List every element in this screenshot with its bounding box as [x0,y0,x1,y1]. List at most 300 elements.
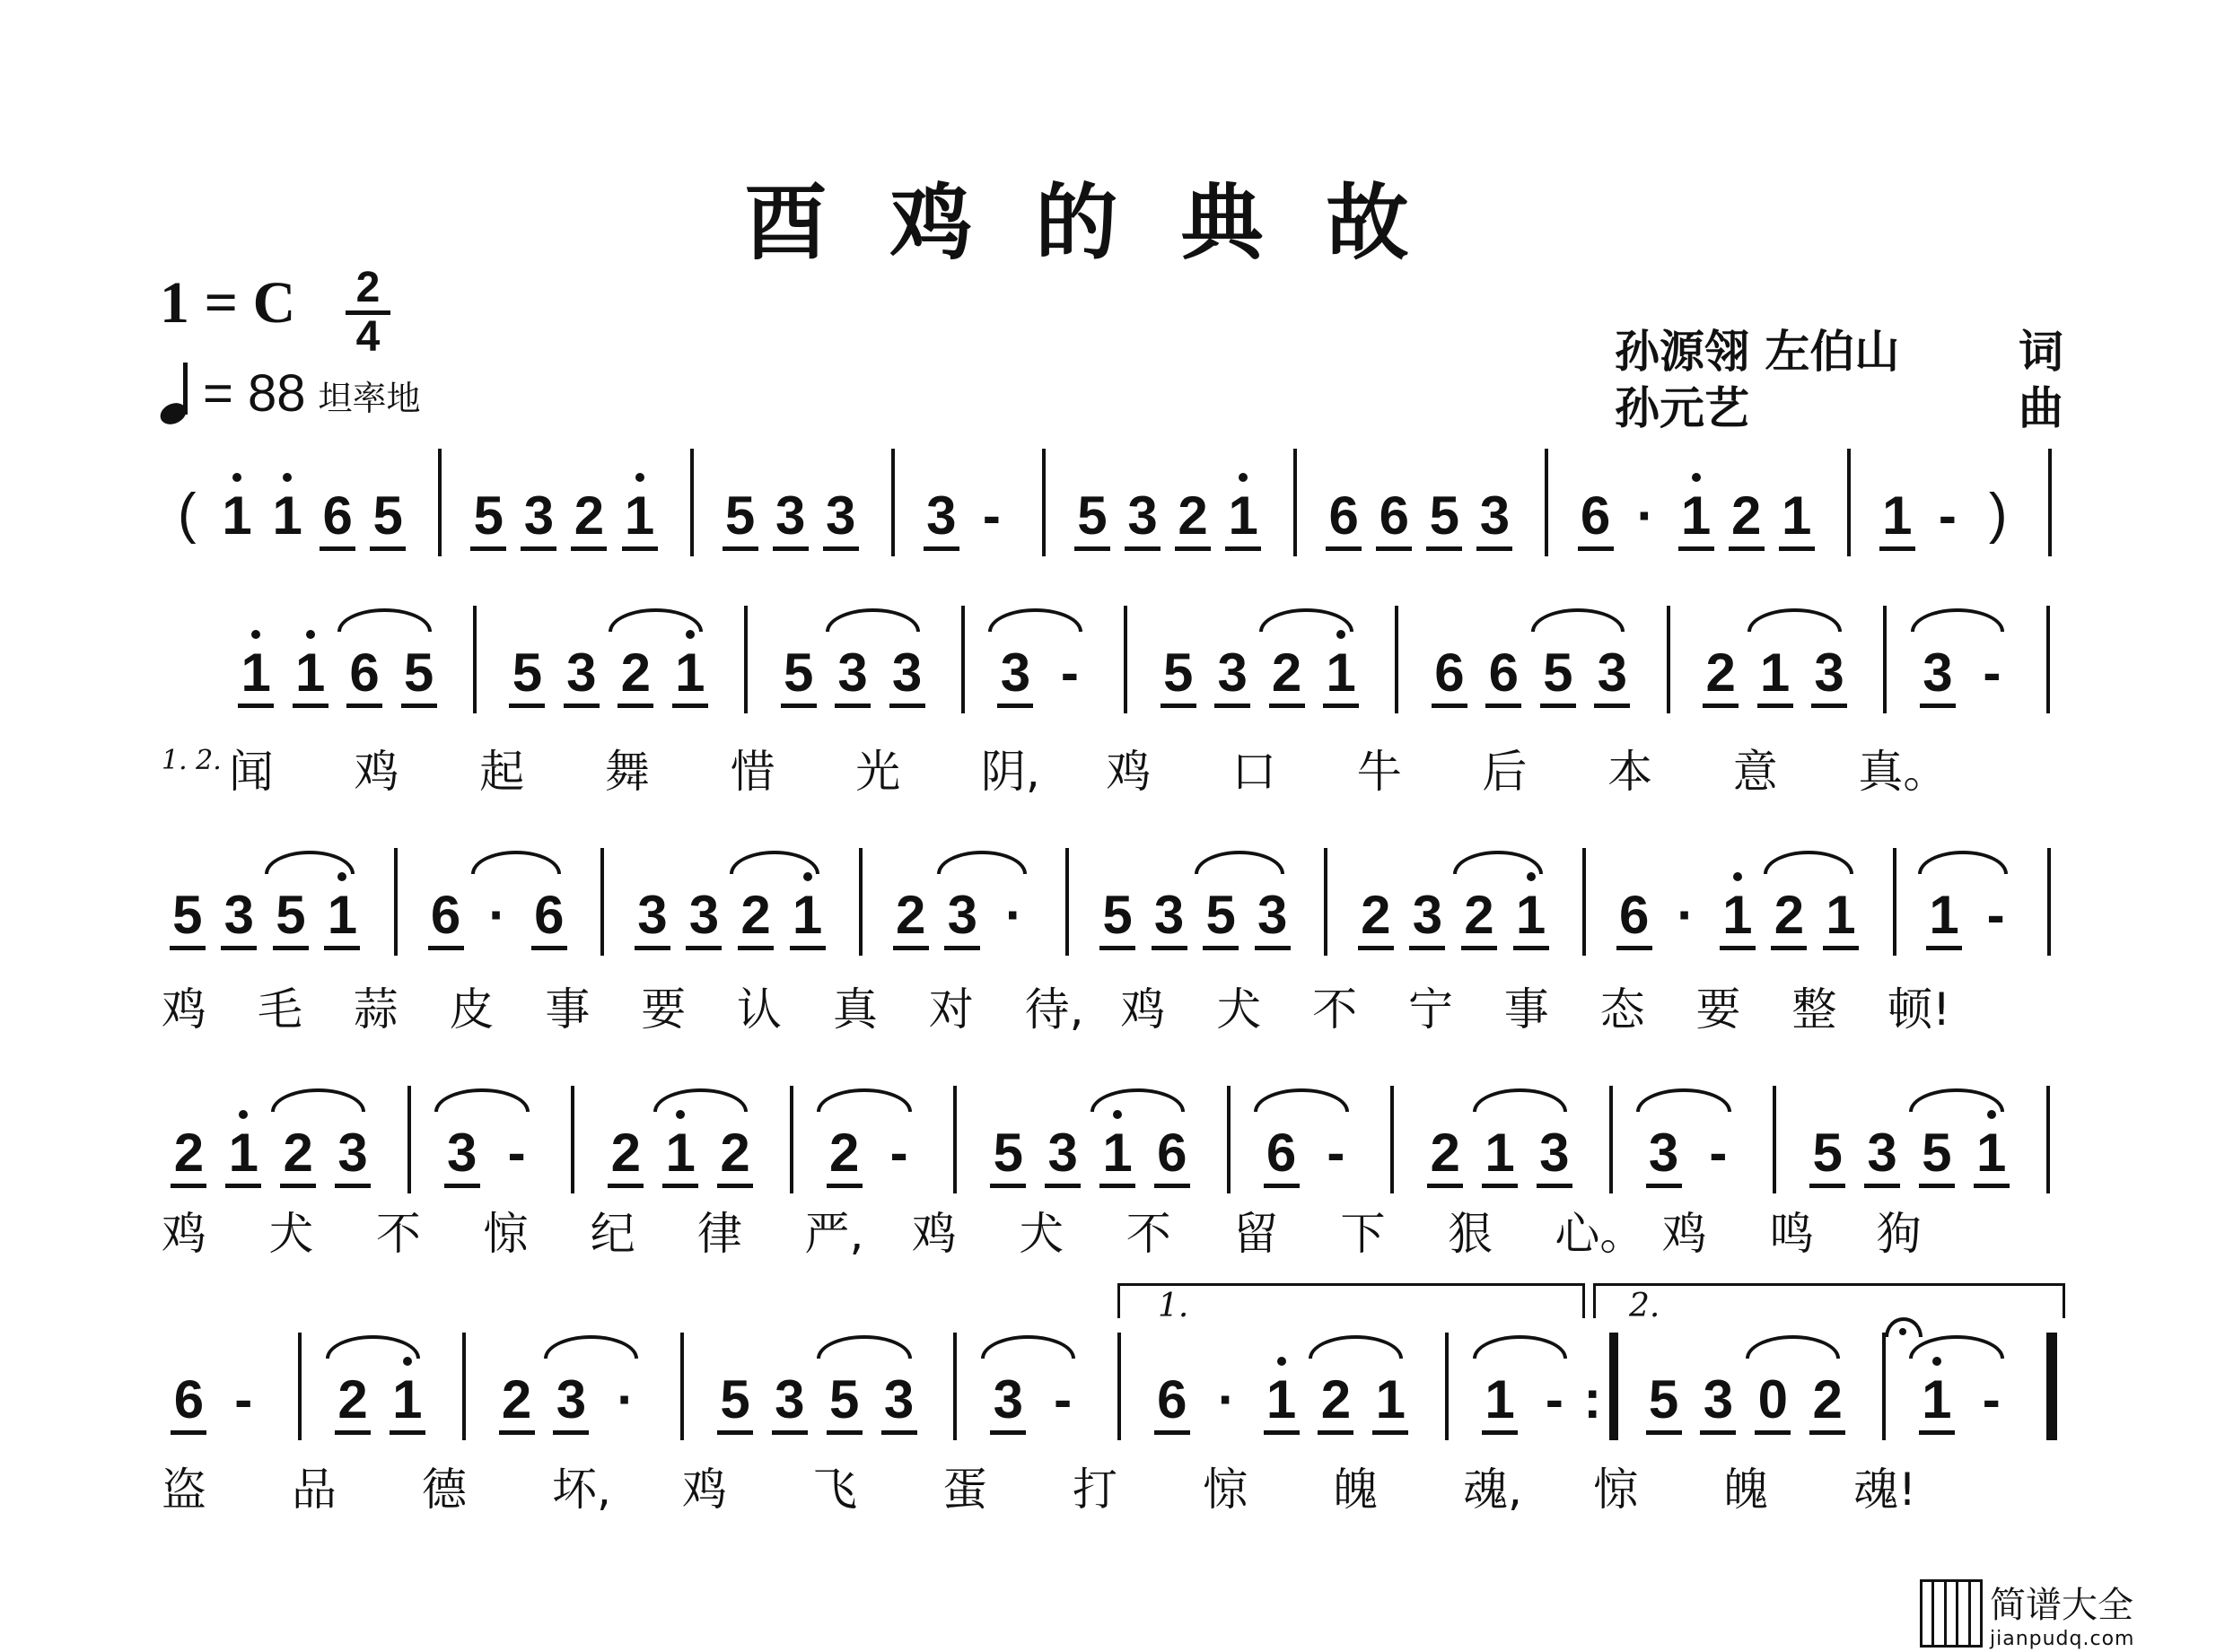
lyric-syllable: 纪 [590,1208,635,1260]
beam [401,704,437,708]
note: 3 [1648,1123,1679,1183]
bar-line [1773,1086,1776,1193]
bar-line [1883,606,1887,713]
slur-arc [1453,851,1543,874]
beam [335,1184,371,1188]
beam [1432,704,1467,708]
bar-line [1882,1333,1886,1440]
quarter-note-icon [160,370,190,424]
beam [1099,1184,1135,1188]
beam [1154,1184,1190,1188]
lyric-syllable: 阴, [980,746,1040,798]
dash: - [234,1369,253,1429]
volta-number-1: 1. [1158,1288,1189,1324]
beam [1540,704,1576,708]
time-sig-top: 2 [355,264,381,311]
beam [428,946,464,950]
lyric-syllable: 鸡 [354,746,399,798]
time-signature [346,264,390,361]
beam [1700,1430,1736,1435]
note: 5 [1812,1123,1843,1183]
beam [1264,1430,1300,1435]
beam [1161,704,1196,708]
key-signature: 1 = C [160,270,296,336]
lyric-syllable: 态 [1599,983,1645,1036]
octave-dot [239,1110,248,1119]
lyricist-role: 词 [2019,326,2063,378]
beam [531,946,567,950]
dash: - [1982,1369,2001,1429]
bar-line [2046,1333,2057,1440]
beam [990,1184,1026,1188]
lyric-syllable: 魂! [1853,1464,1917,1516]
beam [686,946,722,950]
note: 3 [566,642,597,703]
beam [662,1184,698,1188]
lyric-syllable: 德 [422,1464,467,1516]
slur-arc [1254,1088,1348,1112]
note: 2 [829,1123,860,1183]
beam [1269,704,1305,708]
note: 2 [720,1123,750,1183]
beam [1513,946,1549,950]
slur-arc [1309,1335,1403,1359]
note: 3 [688,885,720,945]
slur-arc [1918,851,2008,874]
composer-credit [1615,372,2063,437]
lyric-verse-prefix: 1. 2. [162,745,222,776]
beam [1264,1184,1300,1188]
lyric-syllable: 鸡 [911,1208,957,1260]
slur-arc [937,851,1027,874]
bar-line [473,606,477,713]
tempo-marking [160,363,421,424]
lyricist-names: 孙源翎 左伯山 [1615,326,1900,378]
lyric-syllable: 严, [804,1208,864,1260]
lyric-syllable: 犬 [1019,1208,1064,1260]
note: 1 [624,485,655,546]
note: 1 [1515,885,1546,945]
lyric-syllable: 鸣 [1769,1208,1815,1260]
dash: - [1709,1123,1728,1183]
composer-role: 曲 [2019,382,2063,434]
lyric-syllable: 鸡 [162,983,206,1036]
bar-line [1395,606,1398,713]
note: 2 [1320,1369,1352,1429]
note: 6 [534,885,565,945]
bar-line [571,1086,574,1193]
note: 0 [1757,1369,1788,1429]
beam [1482,1184,1518,1188]
beam [499,1430,535,1435]
lyric-syllable: 狠 [1447,1208,1493,1260]
note: 3 [1479,485,1511,546]
note: 3 [1257,885,1288,945]
beam [1074,546,1110,551]
beam [553,1430,589,1435]
lyric-syllable: 鸡 [682,1464,727,1516]
beam [225,1184,261,1188]
beam [1318,1430,1353,1435]
slur-arc [1473,1335,1567,1359]
note: 2 [173,1123,205,1183]
note: 3 [1127,485,1158,546]
beam [1152,946,1187,950]
beam [608,1184,644,1188]
lyric-syllable: 飞 [812,1464,857,1516]
beam [1427,1184,1463,1188]
octave-dot [306,630,315,639]
note: 5 [372,485,403,546]
beam [827,1184,863,1188]
bar-line [2046,606,2050,713]
note: 2 [1178,485,1208,546]
beam [1616,946,1652,950]
note: 3 [1412,885,1443,945]
bar-line [961,606,965,713]
beam [635,946,670,950]
dash: - [1545,1369,1563,1429]
volta-number-2: 2. [1629,1288,1660,1324]
beam [723,546,758,551]
beam [790,946,826,950]
dash: - [889,1123,908,1183]
beam [238,704,274,708]
lyric-syllable: 鸡 [1661,1208,1707,1260]
slur-arc [1764,851,1853,874]
lyric-syllable: 下 [1340,1208,1386,1260]
beam [1594,704,1630,708]
lyric-syllable: 事 [1503,983,1549,1036]
beam [1175,546,1211,551]
dash: - [1986,885,2005,945]
beam [997,704,1033,708]
octave-dot [283,473,292,482]
octave-dot [232,473,241,482]
note: 2 [283,1123,313,1183]
dash: - [1938,485,1957,546]
note: 6 [1328,485,1359,546]
dash: - [1060,642,1079,703]
bar-line [298,1333,302,1440]
note: 1 [272,485,302,546]
beam [1485,704,1521,708]
watermark [1920,1575,2216,1652]
note: 2 [1361,885,1391,945]
note: 5 [724,485,756,546]
note: 1 [1976,1123,2007,1183]
aug-dot: · [1636,485,1655,546]
slur-arc [1746,1335,1840,1359]
lyric-syllable: 打 [1073,1464,1117,1516]
beam [1646,1430,1682,1435]
lyric-syllable: 品 [292,1464,337,1516]
beam [738,946,774,950]
note: 5 [783,642,814,703]
note: 1 [222,485,252,546]
bar-line [859,848,863,956]
beam [1409,946,1445,950]
lyric-syllable: 起 [479,746,525,798]
beam [1476,546,1512,551]
note: 2 [574,485,605,546]
note: 5 [720,1369,750,1429]
note: 3 [1539,1123,1570,1183]
beam [1372,1430,1408,1435]
note: 2 [1464,885,1494,945]
slur-arc [1531,608,1625,632]
note: 2 [1730,485,1762,546]
bar-line [1124,606,1127,713]
note: 1 [1882,485,1913,546]
bar-line [394,848,398,956]
bar-line [438,449,442,556]
bar-line [1117,1333,1121,1440]
lyric-syllable: 鸡 [1120,983,1166,1036]
note: 3 [993,1369,1023,1429]
lyric-syllable: 惊 [483,1208,529,1260]
beam [1255,946,1291,950]
slur-arc [337,608,432,632]
note: 5 [1648,1369,1679,1429]
note: 5 [1102,885,1133,945]
note: 1 [294,642,326,703]
note: 1 [1759,642,1791,703]
time-sig-bottom: 4 [355,313,381,361]
beam [881,1430,917,1435]
octave-dot [251,630,260,639]
bar-line [1893,848,1896,956]
note: 5 [1429,485,1460,546]
octave-dot [1733,872,1742,881]
note: 3 [447,1123,477,1183]
lyric-syllable: 惊 [1593,1464,1638,1516]
lyric-syllable: 整 [1791,983,1837,1036]
repeat-sign: : [1583,1369,1602,1429]
beam [335,1430,371,1435]
note: 6 [1488,642,1520,703]
beam [1771,946,1807,950]
beam [889,704,925,708]
note: 1 [1485,1369,1515,1429]
beam [772,1430,808,1435]
lyric-syllable: 要 [1695,983,1741,1036]
beam [170,946,206,950]
note: 1 [1826,885,1856,945]
note: 3 [1597,642,1627,703]
beam [1099,946,1135,950]
note: 1 [1326,642,1356,703]
slur-arc [1909,1335,2003,1359]
beam [1203,946,1239,950]
note: 2 [1430,1123,1460,1183]
slur-arc [817,1335,911,1359]
beam [924,546,959,551]
beam [320,546,355,551]
slur-arc [1259,608,1353,632]
beam [827,1430,863,1435]
note: 2 [337,1369,368,1429]
lyric-syllable: 宁 [1407,983,1453,1036]
beam [1426,546,1462,551]
note: 3 [337,1123,368,1183]
note: 3 [637,885,668,945]
lyric-syllable: 闻 [229,746,274,798]
note: 2 [610,1123,641,1183]
bar-line [744,606,748,713]
composer-name: 孙元艺 [1615,382,1749,434]
bar-line [1609,1086,1613,1193]
note: 6 [1266,1123,1297,1183]
slur-arc [471,851,561,874]
watermark-url: jianpudq.com [1990,1628,2135,1650]
lyric-syllable: 要 [641,983,687,1036]
lyric-syllable: 不 [375,1208,421,1260]
beam [1225,546,1261,551]
note: 1 [1722,885,1753,945]
lyric-syllable: 真。 [1858,746,1949,798]
note: 3 [1703,1369,1734,1429]
beam [1757,704,1793,708]
bar-line [1324,848,1327,956]
note: 5 [993,1123,1023,1183]
lyric-syllable: 本 [1607,746,1653,798]
lyric-syllable: 魄 [1333,1464,1378,1516]
lyric-syllable: 魂, [1463,1464,1522,1516]
beam [1809,1430,1845,1435]
beam [1755,1430,1791,1435]
beam [1811,704,1847,708]
bar-line [407,1086,411,1193]
slur-arc [817,1088,911,1112]
beam [835,704,871,708]
lyric-syllable: 狗 [1876,1208,1922,1260]
bar-line [1390,1086,1394,1193]
beam [1482,1430,1518,1435]
note: 5 [1205,885,1236,945]
beam [1864,1184,1900,1188]
beam [390,1430,425,1435]
note: 3 [223,885,255,945]
octave-dot [635,473,644,482]
bar-line [1445,1333,1449,1440]
note: 3 [883,1369,915,1429]
beam [1926,946,1962,950]
note: 5 [403,642,434,703]
bar-line [1227,1086,1231,1193]
note: 1 [1485,1123,1515,1183]
lyric-syllable: 对 [928,983,974,1036]
dash: - [982,485,1001,546]
slur-arc [609,608,703,632]
note: 5 [172,885,203,945]
note: 3 [1923,642,1953,703]
note: 5 [276,885,306,945]
slur-arc [1909,1088,2003,1112]
beam [1974,1184,2010,1188]
bar-line [2048,449,2052,556]
lyric-syllable: 意 [1732,746,1778,798]
note: 5 [829,1369,860,1429]
bar-line [1667,606,1670,713]
note: 6 [1157,1369,1187,1429]
slur-arc [653,1088,748,1112]
lyric-syllable: 待, [1024,983,1084,1036]
beam [1779,546,1815,551]
beam [823,546,859,551]
lyric-syllable: 蛋 [942,1464,987,1516]
slur-arc [1090,1088,1185,1112]
slur-arc [1195,851,1284,874]
slur-arc [265,851,355,874]
beam [1214,704,1250,708]
beam [1125,546,1161,551]
slur-arc [826,608,920,632]
bar-line [1293,449,1297,556]
note: 6 [173,1369,205,1429]
bar-line [2046,1086,2050,1193]
note: 5 [1922,1123,1952,1183]
lyric-syllable: 惊 [1203,1464,1248,1516]
beam [1920,704,1956,708]
beam [672,704,708,708]
note: 5 [473,485,504,546]
note: 1 [327,885,358,945]
lyric-syllable: 不 [1126,1208,1171,1260]
beam [1045,1184,1081,1188]
watermark-name: 简谱大全 [1990,1585,2133,1626]
beam [1646,1184,1682,1188]
beam [781,704,817,708]
slur-arc [1747,608,1842,632]
note: 1 [1375,1369,1406,1429]
note: 3 [1153,885,1185,945]
beam [944,946,980,950]
lyric-syllable: 鸡 [162,1208,206,1260]
lyric-syllable: 牛 [1356,746,1402,798]
note: 3 [891,642,923,703]
note: 6 [1580,485,1611,546]
beam [346,704,382,708]
note: 3 [947,885,977,945]
note: 1 [241,642,271,703]
note: 1 [1782,485,1812,546]
slur-arc [326,1335,420,1359]
slur-arc [730,851,819,874]
bar-line [1042,449,1046,556]
beam [1154,1430,1190,1435]
note: 2 [1271,642,1302,703]
octave-dot [1277,1357,1286,1366]
bar-line [891,449,895,556]
beam [171,1430,206,1435]
beam [893,946,929,950]
note: 5 [512,642,543,703]
note: 1 [792,885,823,945]
note: 3 [775,1369,805,1429]
note: 2 [896,885,926,945]
bar-line [462,1333,466,1440]
note: 2 [501,1369,532,1429]
lyric-syllable: 皮 [449,983,495,1036]
slur-arc [271,1088,365,1112]
note: 3 [556,1369,587,1429]
note: 3 [1867,1123,1897,1183]
lyric-syllable: 留 [1233,1208,1279,1260]
volta-bracket-2 [1593,1283,2065,1318]
lyric-syllable: 惜 [730,746,775,798]
beam [1578,546,1614,551]
